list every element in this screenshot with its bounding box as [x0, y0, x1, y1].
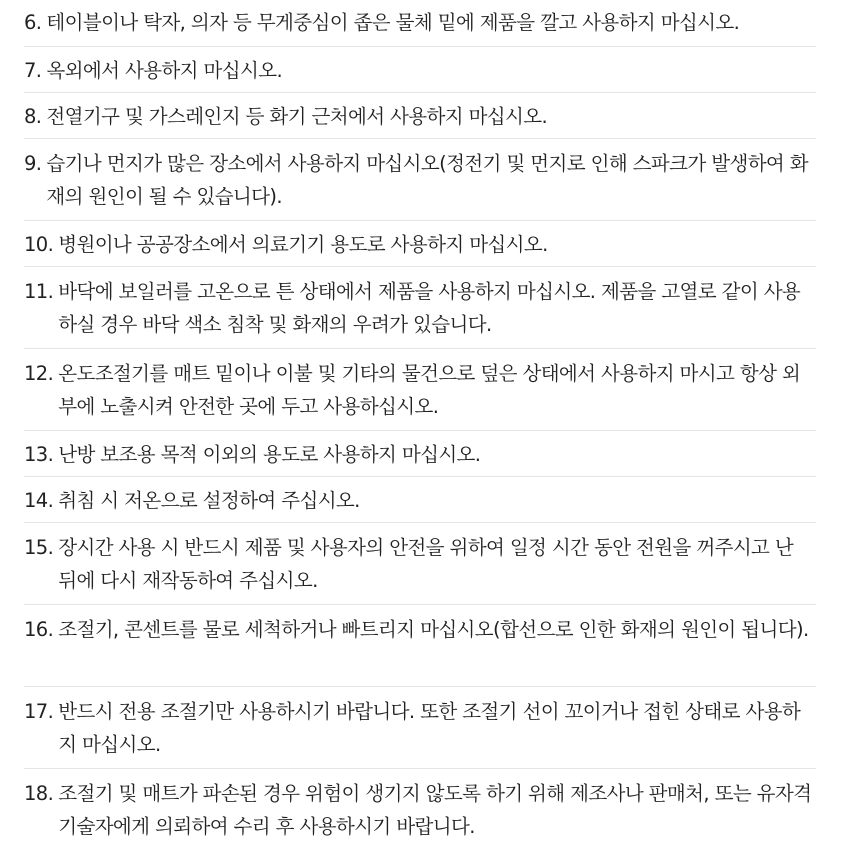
item-text: 전열기구 및 가스레인지 등 화기 근처에서 사용하지 마십시오. — [46, 105, 548, 128]
item-text: 테이블이나 탁자, 의자 등 무게중심이 좁은 물체 밑에 제품을 깔고 사용하지 마십시오. — [46, 11, 740, 34]
item-text: 조절기, 콘센트를 물로 세척하거나 빠트리지 마십시오(합선으로 인한 화재의 원인이 됩니다). — [58, 618, 809, 641]
item-number: 13. — [24, 443, 54, 466]
item-text: 온도조절기를 매트 밑이나 이불 및 기타의 물건으로 덮은 상태에서 사용하지 마시고 항상 외부에 노출시켜 안전한 곳에 두고 사용하십시오. — [58, 362, 801, 418]
list-item — [24, 431, 816, 477]
item-number: 11. — [24, 280, 54, 303]
list-item — [24, 93, 816, 139]
item-number: 9. — [24, 152, 42, 175]
item-text: 취침 시 저온으로 설정하여 주십시오. — [58, 489, 360, 512]
item-number: 15. — [24, 536, 54, 559]
list-item — [24, 267, 816, 349]
item-text: 옥외에서 사용하지 마십시오. — [46, 59, 283, 82]
list-item — [24, 139, 816, 221]
item-text: 병원이나 공공장소에서 의료기기 용도로 사용하지 마십시오. — [58, 233, 548, 256]
item-number: 8. — [24, 105, 42, 128]
list-item — [24, 477, 816, 523]
list-item — [24, 605, 816, 687]
list-item — [24, 0, 816, 47]
item-text: 장시간 사용 시 반드시 제품 및 사용자의 안전을 위하여 일정 시간 동안 전원을 꺼주시고 난 뒤에 다시 재작동하여 주십시오. — [58, 536, 794, 592]
item-number: 7. — [24, 59, 42, 82]
list-item — [24, 769, 816, 851]
item-number: 14. — [24, 489, 54, 512]
list-item — [24, 523, 816, 605]
list-item — [24, 687, 816, 769]
list-item — [24, 47, 816, 93]
item-number: 6. — [24, 11, 42, 34]
item-number: 18. — [24, 782, 54, 805]
item-text: 반드시 전용 조절기만 사용하시기 바랍니다. 또한 조절기 선이 꼬이거나 접힌 상태로 사용하지 마십시오. — [58, 700, 801, 756]
item-text: 습기나 먼지가 많은 장소에서 사용하지 마십시오(정전기 및 먼지로 인해 스파크가 발생하여 화재의 원인이 될 수 있습니다). — [46, 152, 809, 208]
item-text: 조절기 및 매트가 파손된 경우 위험이 생기지 않도록 하기 위해 제조사나 판매처, 또는 유자격 기술자에게 의뢰하여 수리 후 사용하시기 바랍니다. — [58, 782, 812, 838]
precautions-list — [24, 0, 816, 851]
list-item — [24, 349, 816, 431]
item-number: 16. — [24, 618, 54, 641]
list-item — [24, 221, 816, 267]
item-number: 12. — [24, 362, 54, 385]
item-number: 17. — [24, 700, 54, 723]
item-number: 10. — [24, 233, 54, 256]
item-text: 난방 보조용 목적 이외의 용도로 사용하지 마십시오. — [58, 443, 481, 466]
item-text: 바닥에 보일러를 고온으로 튼 상태에서 제품을 사용하지 마십시오. 제품을 고열로 같이 사용하실 경우 바닥 색소 침착 및 화재의 우려가 있습니다. — [58, 280, 801, 336]
